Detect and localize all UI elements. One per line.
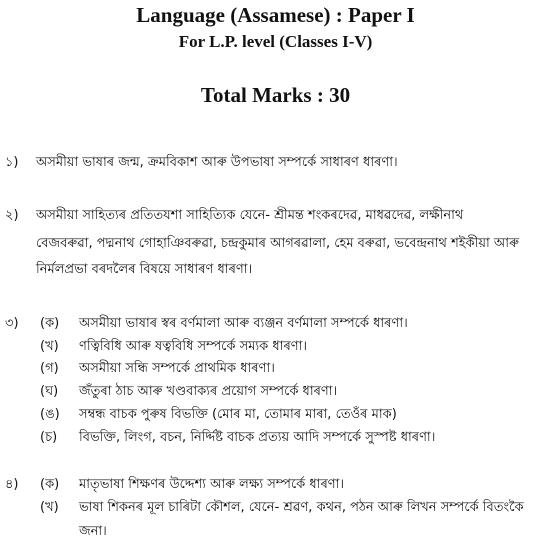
section-3-item-text: অসমীয়া ভাষাৰ স্বৰ বৰ্ণমালা আৰু ব্যঞ্জন বৰ্ণমালা সম্পৰ্কে ধাৰণা। — [79, 316, 408, 331]
section-3-item-label: (ক) — [40, 316, 60, 331]
section-3-item-text: জঁতুৰা ঠাচ আৰু খণ্ডবাক্যৰ প্ৰয়োগ সম্পৰ্কে ধাৰণা। — [79, 384, 338, 399]
section-3-item-text: অসমীয়া সন্ধি সম্পৰ্কে প্ৰাথমিক ধাৰণা। — [79, 361, 275, 376]
section-2-line-2: বেজবৰুৱা, পদ্মনাথ গোহাঞিবৰুৱা, চন্দ্ৰকুমাৰ আগৰৱালা, হেম বৰুৱা, ভবেন্দ্ৰনাথ শইকীয়া আৰু — [36, 236, 519, 251]
section-3-item-text: বিভক্তি, লিংগ, বচন, নিৰ্দ্দিষ্ট বাচক প্ৰত্যয় আদি সম্পৰ্কে সুস্পষ্ট ধাৰণা। — [79, 430, 436, 445]
document-subtitle: For L.P. level (Classes I-V) — [178, 32, 373, 51]
section-3-item-label: (চ) — [40, 430, 58, 445]
section-3-item-text: সম্বন্ধ বাচক পুৰুষ বিভক্তি (মোৰ মা, তোমাৰ মাৰা, তেওঁৰ মাক) — [79, 407, 397, 422]
total-marks: Total Marks : 30 — [200, 83, 351, 107]
section-4-item-text: ভাষা শিকনৰ মূল চাৰিটা কৌশল, যেনে- শ্ৰৱণ, কথন, পঠন আৰু লিখন সম্পৰ্কে বিতংকৈ — [79, 500, 524, 515]
section-4-item-label: (খ) — [40, 500, 59, 515]
document-title: Language (Assamese) : Paper I — [136, 3, 415, 27]
section-3-item-label: (ঘ) — [40, 384, 59, 399]
section-1-text: অসমীয়া ভাষাৰ জন্ম, ক্ৰমবিকাশ আৰু উপভাষা সম্পৰ্কে সাধাৰণ ধাৰণা। — [36, 155, 398, 170]
section-3-item-label: (ঙ) — [40, 407, 60, 422]
section-4-item-text-continued: জনা। — [79, 524, 107, 539]
section-2-line-1: অসমীয়া সাহিত্যৰ প্ৰতিতযশা সাহিত্যিক যেনে- শ্ৰীমন্ত শংকৰদেৱ, মাধৱদেৱ, লক্ষীনাথ — [36, 208, 464, 223]
section-1-number: ১) — [5, 155, 19, 170]
section-3-item-text: ণত্বিবিধি আৰু ষত্ববিধি সম্পৰ্কে সম্যক ধাৰণা। — [79, 339, 308, 354]
section-3-number: ৩) — [5, 316, 19, 331]
section-2-number: ২) — [5, 208, 19, 223]
section-3-item-label: (গ) — [40, 361, 59, 376]
section-4-item-label: (ক) — [40, 477, 60, 492]
section-2-line-3: নিৰ্মলপ্ৰভা বৰদলৈৰ বিষয়ে সাধাৰণ ধাৰণা। — [36, 262, 253, 277]
section-4-number: ৪) — [5, 477, 19, 492]
section-3-item-label: (খ) — [40, 339, 59, 354]
section-4-item-text: মাতৃভাষা শিক্ষণৰ উদ্দেশ্য আৰু লক্ষ্য সম্পৰ্কে ধাৰণা। — [79, 477, 345, 492]
